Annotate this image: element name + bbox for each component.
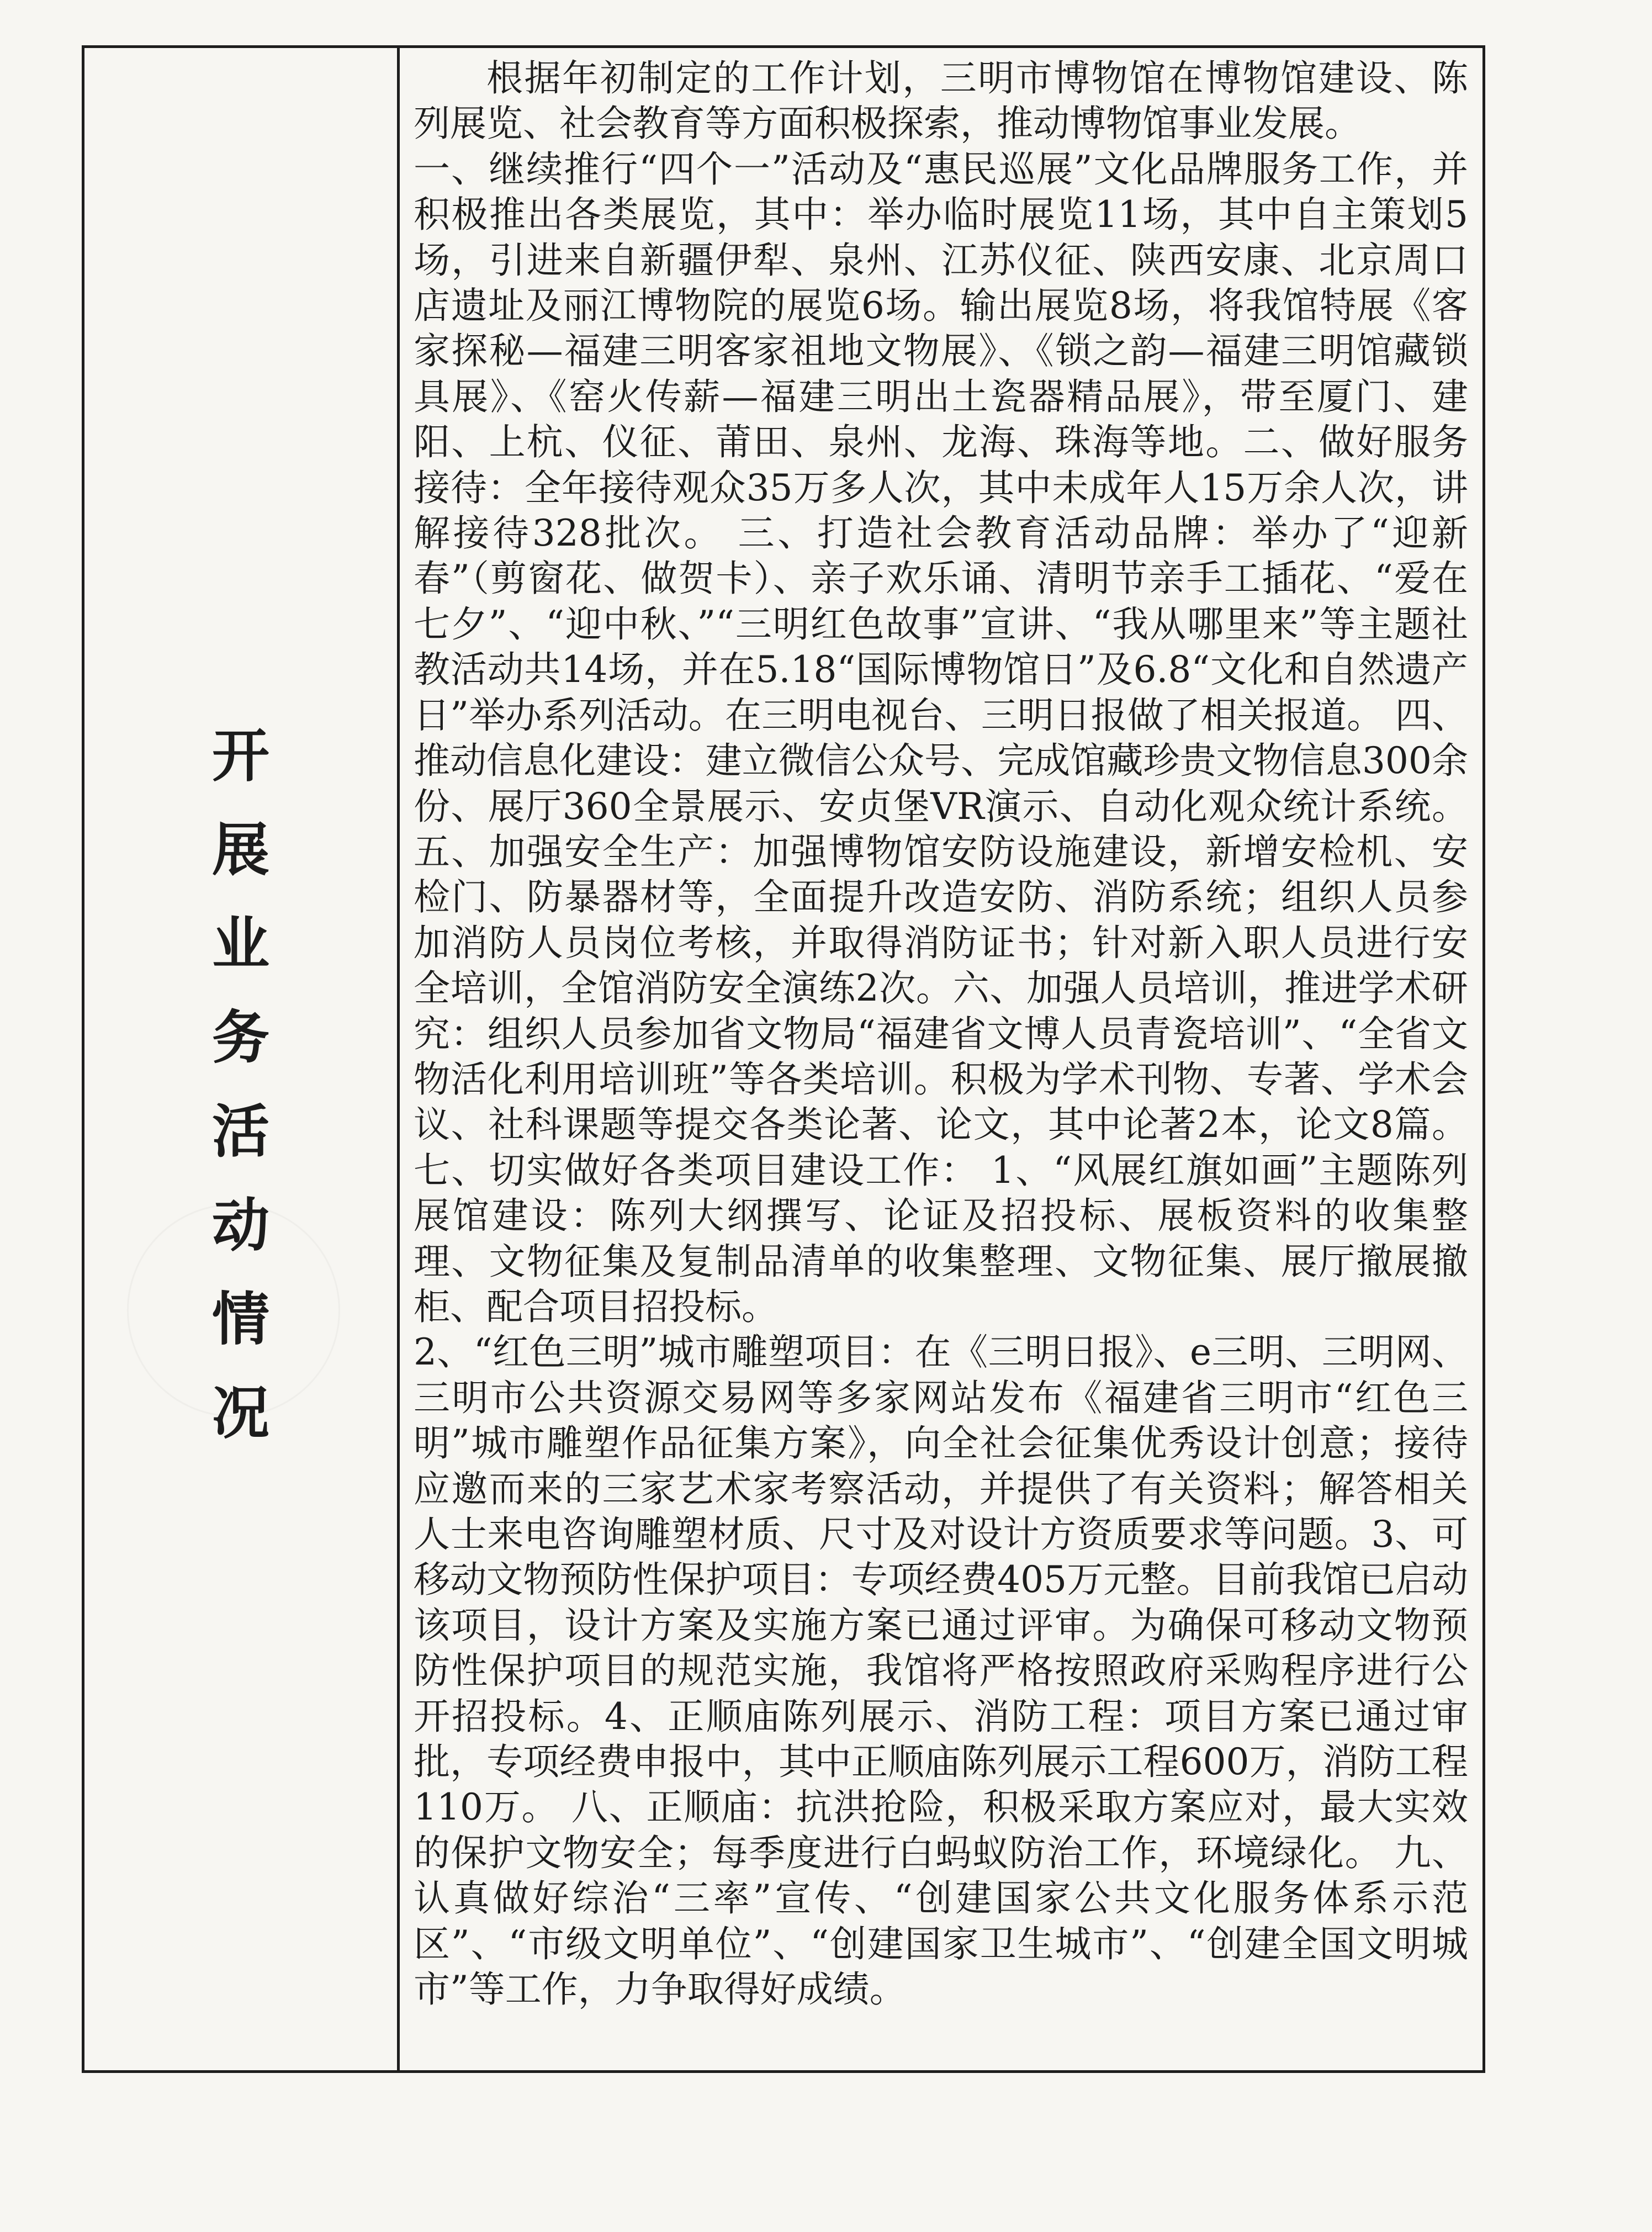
section-label-char: 业 — [211, 909, 269, 977]
projects-paragraph: 2、“红色三明”城市雕塑项目：在《三明日报》、e三明、三明网、三明市公共资源交易网等多家网站发布《福建省三明市“红色三明”城市雕塑作品征集方案》，向全社会征集优秀设计创意；接待应邀而来的三家艺术家考察活动，并提供了有关资料；解答相关人士来电咨询雕塑材质、尺寸及对设计方资质要求等问题。3、可移动文物预防性保护项目：专项经费405万元整。目前我馆已启动该项目，设计方案及实施方案已通过评审。为确保可移动文物预防性保护项目的规范实施，我馆将严格按照政府采购程序进行公开招投标。4、正顺庙陈列展示、消防工程：项目方案已通过审批，专项经费申报中，其中正顺庙陈列展示工程600万，消防工程110万。 八、正顺庙：抗洪抢险，积极采取方案应对，最大实效的保护文物安全；每季度进行白蚂蚁防治工作，环境绿化。 九、认真做好综治“三率”宣传、“创建国家公共文化服务体系示范区”、“市级文明单位”、“创建国家卫生城市”、“创建全国文明城市”等工作，力争取得好成绩。 — [414, 1331, 1468, 2011]
section-label-char: 活 — [211, 1097, 269, 1165]
content-cell — [414, 56, 1468, 2012]
section-label-cell — [84, 48, 397, 2070]
section-label-char: 务 — [211, 1003, 269, 1071]
section-label-char: 情 — [211, 1285, 269, 1353]
section-label-char: 动 — [211, 1191, 269, 1259]
section-label-char: 况 — [211, 1379, 269, 1447]
section-label-char: 展 — [211, 816, 269, 884]
column-divider — [397, 48, 400, 2070]
intro-paragraph: 根据年初制定的工作计划，三明市博物馆在博物馆建设、陈列展览、社会教育等方面积极探索，推动博物馆事业发展。 — [414, 57, 1468, 145]
faint-stamp — [127, 1204, 340, 1417]
section-label-char: 开 — [211, 722, 269, 790]
work-report-paragraph: 一、继续推行“四个一”活动及“惠民巡展”文化品牌服务工作，并积极推出各类展览，其中：举办临时展览11场，其中自主策划5场，引进来自新疆伊犁、泉州、江苏仪征、陕西安康、北京周口店遗址及丽江博物院的展览6场。输出展览8场，将我馆特展《客家探秘—福建三明客家祖地文物展》、《锁之韵—福建三明馆藏锁具展》、《窑火传薪—福建三明出土瓷器精品展》，带至厦门、建阳、上杭、仪征、莆田、泉州、龙海、珠海等地。二、做好服务接待：全年接待观众35万多人次，其中未成年人15万余人次，讲解接待328批次。 三、打造社会教育活动品牌：举办了“迎新春”（剪窗花、做贺卡）、亲子欢乐诵、清明节亲手工插花、“爱在七夕”、“迎中秋、”“三明红色故事”宣讲、“我从哪里来”等主题社教活动共14场，并在5.18“国际博物馆日”及6.8“文化和自然遗产日”举办系列活动。在三明电视台、三明日报做了相关报道。 四、推动信息化建设：建立微信公众号、完成馆藏珍贵文物信息300余份、展厅360全景展示、安贞堡VR演示、自动化观众统计系统。 五、加强安全生产：加强博物馆安防设施建设，新增安检机、安检门、防暴器材等，全面提升改造安防、消防系统；组织人员参加消防人员岗位考核，并取得消防证书；针对新入职人员进行安全培训，全馆消防安全演练2次。六、加强人员培训，推进学术研究：组织人员参加省文物局“福建省文博人员青瓷培训”、“全省文物活化利用培训班”等各类培训。积极为学术刊物、专著、学术会议、社科课题等提交各类论著、论文，其中论著2本，论文8篇。 七、切实做好各类项目建设工作： 1、“风展红旗如画”主题陈列展馆建设：陈列大纲撰写、论证及招投标、展板资料的收集整理、文物征集及复制品清单的收集整理、文物征集、展厅撤展撤柜、配合项目招投标。 — [414, 147, 1468, 1328]
form-table — [82, 45, 1485, 2073]
